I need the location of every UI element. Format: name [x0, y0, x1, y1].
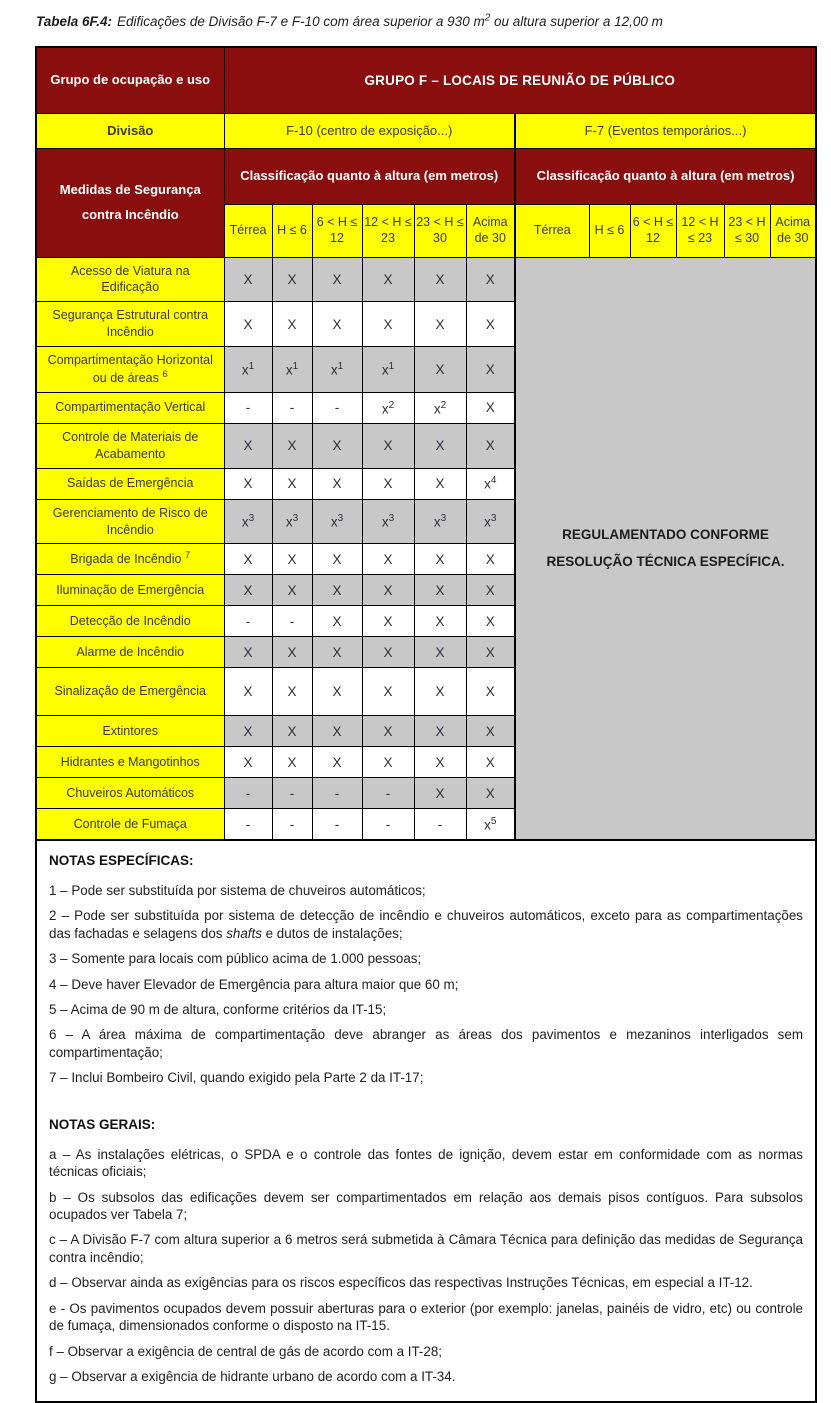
- height-col-f7-1: Térrea: [515, 204, 589, 257]
- classification-header-f10: Classificação quanto à altura (em metros): [224, 148, 515, 204]
- division-row: [36, 113, 816, 148]
- height-col-f7-5: 23 < H ≤ 30: [724, 204, 770, 257]
- height-col-f10-4: 12 < H ≤ 23: [362, 204, 414, 257]
- table-caption: [36, 12, 816, 29]
- requirement-cell: $x^2$: [362, 392, 414, 423]
- requirement-cell: X: [272, 575, 312, 606]
- requirement-cell: $x^3$: [414, 499, 466, 544]
- measure-label: Compartimentação Vertical: [36, 392, 224, 423]
- requirement-cell: $x^3$: [312, 499, 362, 544]
- requirement-cell: X: [362, 668, 414, 716]
- requirement-cell: -: [362, 809, 414, 840]
- general-note-1: a – As instalações elétricas, o SPDA e o controle das fontes de ignição, devem estar em conformidade com as normas técnicas oficiais;: [49, 1146, 803, 1180]
- requirement-cell: X: [272, 468, 312, 499]
- specific-notes-list: [49, 882, 803, 1087]
- requirement-cell: X: [362, 606, 414, 637]
- requirement-cell: $x^4$: [466, 468, 515, 499]
- requirement-cell: X: [224, 668, 272, 716]
- requirement-cell: -: [362, 778, 414, 809]
- requirement-cell: X: [224, 468, 272, 499]
- requirement-cell: X: [414, 347, 466, 393]
- requirement-cell: X: [362, 575, 414, 606]
- requirement-cell: X: [414, 716, 466, 747]
- requirement-cell: $x^3$: [224, 499, 272, 544]
- requirement-cell: X: [466, 747, 515, 778]
- general-note-7: g – Observar a exigência de hidrante urbano de acordo com a IT-34.: [49, 1368, 456, 1384]
- requirement-cell: X: [272, 747, 312, 778]
- measure-label: Iluminação de Emergência: [36, 575, 224, 606]
- specific-note-3: 3 – Somente para locais com público acima de 1.000 pessoas;: [49, 951, 422, 967]
- specific-note-1: 1 – Pode ser substituída por sistema de chuveiros automáticos;: [49, 882, 426, 898]
- requirement-cell: $x^3$: [272, 499, 312, 544]
- requirement-cell: $x^3$: [362, 499, 414, 544]
- requirement-cell: X: [272, 544, 312, 575]
- requirement-cell: X: [466, 392, 515, 423]
- division-label: Divisão: [36, 113, 224, 148]
- requirement-cell: X: [272, 257, 312, 302]
- general-note-2: b – Os subsolos das edificações devem ser compartimentados em relação aos demais pisos contíguos. Para subsolos ocupados ver Tabela 7;: [49, 1189, 803, 1222]
- requirement-cell: X: [466, 575, 515, 606]
- fire-safety-table: [35, 46, 817, 841]
- measure-label: Controle de Materiais de Acabamento: [36, 423, 224, 468]
- measure-label: Alarme de Incêndio: [36, 637, 224, 668]
- measure-row: [36, 257, 816, 302]
- measure-label: Detecção de Incêndio: [36, 606, 224, 637]
- measure-label: Chuveiros Automáticos: [36, 778, 224, 809]
- requirement-cell: X: [272, 637, 312, 668]
- f7-regulation-cell: [515, 257, 816, 840]
- requirement-cell: X: [224, 302, 272, 347]
- requirement-cell: X: [272, 423, 312, 468]
- requirement-cell: $x^1$: [312, 347, 362, 393]
- requirement-cell: X: [362, 544, 414, 575]
- requirement-cell: X: [362, 257, 414, 302]
- requirement-cell: X: [414, 544, 466, 575]
- requirement-cell: X: [312, 606, 362, 637]
- requirement-cell: X: [224, 257, 272, 302]
- requirement-cell: X: [362, 637, 414, 668]
- requirement-cell: X: [362, 468, 414, 499]
- requirement-cell: X: [312, 302, 362, 347]
- measures-header: Medidas de Segurança contra Incêndio: [36, 148, 224, 257]
- general-note-3: c – A Divisão F-7 com altura superior a 6 metros será submetida à Câmara Técnica para definição das medidas de Segurança contra incêndio;: [49, 1232, 803, 1265]
- requirement-cell: $x^1$: [224, 347, 272, 393]
- requirement-cell: $x^1$: [362, 347, 414, 393]
- requirement-cell: X: [312, 544, 362, 575]
- division-f7: F-7 (Eventos temporários...): [515, 113, 816, 148]
- specific-note-6: 6 – A área máxima de compartimentação deve abranger as áreas dos pavimentos e mezaninos interligados sem compartimentação;: [49, 1027, 803, 1060]
- specific-note-7: 7 – Inclui Bombeiro Civil, quando exigido pela Parte 2 da IT-17;: [49, 1070, 424, 1086]
- height-col-f7-6: Acima de 30: [770, 204, 816, 257]
- requirement-cell: X: [414, 423, 466, 468]
- classification-header-f7: Classificação quanto à altura (em metros): [515, 148, 816, 204]
- table-wrapper: [35, 46, 817, 1384]
- group-f-header: GRUPO F – LOCAIS DE REUNIÃO DE PÚBLICO: [224, 47, 816, 113]
- requirement-cell: X: [414, 302, 466, 347]
- requirement-cell: X: [312, 747, 362, 778]
- height-col-f10-2: H ≤ 6: [272, 204, 312, 257]
- measure-label: Controle de Fumaça: [36, 809, 224, 840]
- requirement-cell: X: [312, 423, 362, 468]
- requirement-cell: X: [466, 347, 515, 393]
- requirement-cell: $x^1$: [272, 347, 312, 393]
- requirement-cell: X: [466, 423, 515, 468]
- requirement-cell: X: [414, 747, 466, 778]
- division-f10: F-10 (centro de exposição...): [224, 113, 515, 148]
- requirement-cell: X: [272, 716, 312, 747]
- notes-box: [35, 841, 817, 1403]
- requirement-cell: X: [414, 257, 466, 302]
- requirement-cell: X: [414, 575, 466, 606]
- requirement-cell: X: [224, 423, 272, 468]
- requirement-cell: X: [466, 257, 515, 302]
- requirement-cell: X: [312, 668, 362, 716]
- requirement-cell: X: [466, 606, 515, 637]
- height-col-f10-1: Térrea: [224, 204, 272, 257]
- requirement-cell: X: [312, 575, 362, 606]
- measure-label: Extintores: [36, 716, 224, 747]
- requirement-cell: X: [466, 778, 515, 809]
- requirement-cell: X: [414, 778, 466, 809]
- table-caption-text: Edificações de Divisão F-7 e F-10 com área superior a 930 $m^2$ ou altura superior a 12,00 m: [117, 12, 663, 29]
- specific-note-4: 4 – Deve haver Elevador de Emergência para altura maior que 60 m;: [49, 976, 459, 992]
- requirement-cell: X: [466, 668, 515, 716]
- requirement-cell: $x^3$: [466, 499, 515, 544]
- requirement-cell: -: [272, 392, 312, 423]
- requirement-cell: X: [272, 668, 312, 716]
- specific-note-5: 5 – Acima de 90 m de altura, conforme critérios da IT-15;: [49, 1002, 387, 1018]
- requirement-cell: $x^2$: [414, 392, 466, 423]
- requirement-cell: X: [466, 716, 515, 747]
- requirement-cell: $x^5$: [466, 809, 515, 840]
- general-notes-list: [49, 1146, 803, 1386]
- requirement-cell: -: [224, 809, 272, 840]
- height-col-f10-5: 23 < H ≤ 30: [414, 204, 466, 257]
- table-caption-label: Tabela 6F.4:: [36, 13, 113, 29]
- requirement-cell: X: [362, 716, 414, 747]
- requirement-cell: X: [362, 747, 414, 778]
- requirement-cell: X: [312, 716, 362, 747]
- measure-label: Segurança Estrutural contra Incêndio: [36, 302, 224, 347]
- requirement-cell: X: [224, 637, 272, 668]
- specific-notes-title: NOTAS ESPECÍFICAS:: [49, 852, 194, 868]
- requirement-cell: X: [414, 606, 466, 637]
- requirement-cell: -: [272, 606, 312, 637]
- requirement-cell: X: [224, 716, 272, 747]
- requirement-cell: X: [272, 302, 312, 347]
- requirement-cell: -: [414, 809, 466, 840]
- group-header-row: [36, 47, 816, 113]
- requirement-cell: X: [312, 637, 362, 668]
- requirement-cell: X: [224, 544, 272, 575]
- general-note-5: e - Os pavimentos ocupados devem possuir aberturas para o exterior (por exemplo: janelas, painéis de vidro, etc) ou controle de fumaça, dimensionados conforme o disposto na IT-15.: [49, 1300, 803, 1334]
- measure-label: Hidrantes e Mangotinhos: [36, 747, 224, 778]
- requirement-cell: -: [312, 778, 362, 809]
- general-notes-title: NOTAS GERAIS:: [49, 1116, 156, 1132]
- requirement-cell: -: [224, 606, 272, 637]
- measure-label: Gerenciamento de Risco de Incêndio: [36, 499, 224, 544]
- requirement-cell: X: [362, 302, 414, 347]
- specific-note-2: 2 – Pode ser substituída por sistema de detecção de incêndio e chuveiros automáticos, exceto para as compartimentações das fachadas e selagens dos shafts e dutos de instalações;: [49, 908, 803, 941]
- occupancy-group-header: Grupo de ocupação e uso: [36, 47, 224, 113]
- measure-label: Acesso de Viatura na Edificação: [36, 257, 224, 302]
- height-col-f10-3: 6 < H ≤ 12: [312, 204, 362, 257]
- requirement-cell: -: [272, 809, 312, 840]
- requirement-cell: -: [224, 778, 272, 809]
- height-col-f7-4: 12 < H ≤ 23: [676, 204, 724, 257]
- requirement-cell: -: [312, 392, 362, 423]
- measure-label: Sinalização de Emergência: [36, 668, 224, 716]
- requirement-cell: X: [466, 302, 515, 347]
- requirement-cell: X: [414, 668, 466, 716]
- requirement-cell: -: [272, 778, 312, 809]
- height-col-f7-2: H ≤ 6: [589, 204, 630, 257]
- classification-header-row: [36, 148, 816, 204]
- height-col-f7-3: 6 < H ≤ 12: [630, 204, 676, 257]
- height-col-f10-6: Acima de 30: [466, 204, 515, 257]
- requirement-cell: X: [312, 468, 362, 499]
- general-note-6: f – Observar a exigência de central de gás de acordo com a IT-28;: [49, 1343, 443, 1359]
- requirement-cell: X: [466, 637, 515, 668]
- measure-label: Compartimentação Horizontal ou de áreas $^6$: [36, 347, 224, 393]
- measure-label: Brigada de Incêndio $^7$: [36, 544, 224, 575]
- requirement-cell: X: [362, 423, 414, 468]
- requirement-cell: X: [414, 468, 466, 499]
- general-note-4: d – Observar ainda as exigências para os riscos específicos das respectivas Instruções Técnicas, em especial a IT-12.: [49, 1275, 753, 1291]
- requirement-cell: X: [224, 575, 272, 606]
- requirement-cell: -: [224, 392, 272, 423]
- requirement-cell: X: [414, 637, 466, 668]
- requirement-cell: -: [312, 809, 362, 840]
- f7-regulation-text: REGULAMENTADO CONFORME RESOLUÇÃO TÉCNICA ESPECÍFICA.: [546, 527, 785, 570]
- measure-label: Saídas de Emergência: [36, 468, 224, 499]
- requirement-cell: X: [466, 544, 515, 575]
- requirement-cell: X: [312, 257, 362, 302]
- requirement-cell: X: [224, 747, 272, 778]
